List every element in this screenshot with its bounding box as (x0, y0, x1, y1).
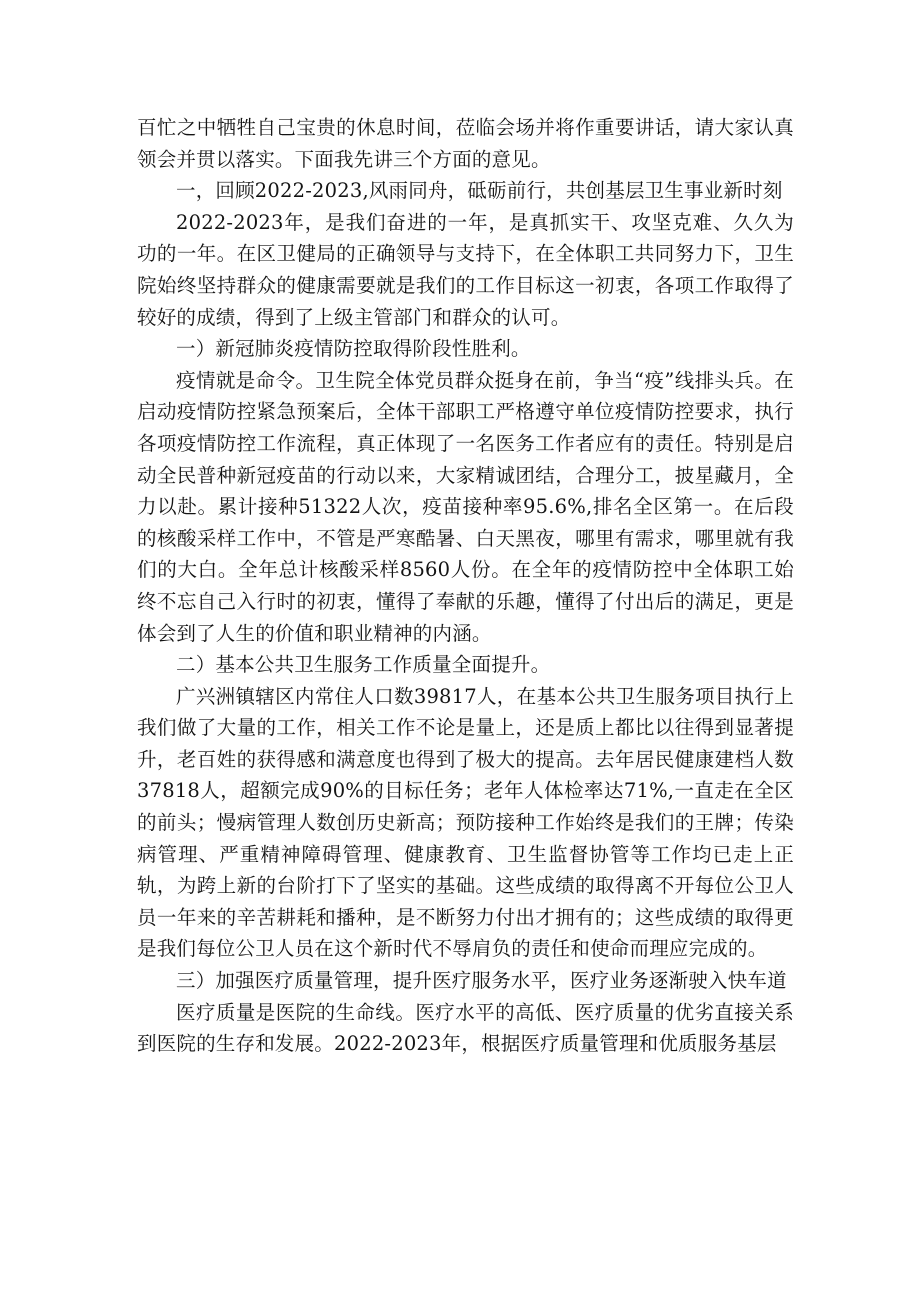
subheading-epidemic-control: 一）新冠肺炎疫情防控取得阶段性胜利。 (176, 337, 531, 361)
subheading-medical-quality: 三）加强医疗质量管理，提升医疗服务水平，医疗业务逐渐驶入快车道 (176, 969, 787, 993)
subheading-public-health: 二）基本公共卫生服务工作质量全面提升。 (176, 653, 551, 677)
paragraph-continued-intro: 百忙之中牺牲自己宝贵的休息时间，莅临会场并将作重要讲话，请大家认真领会并贯以落实。下面我先讲三个方面的意见。 (137, 116, 794, 171)
paragraph-public-health: 广兴洲镇辖区内常住人口数39817人，在基本公共卫生服务项目执行上我们做了大量的工作，相关工作不论是量上，还是质上都比以往得到显著提升，老百姓的获得感和满意度也得到了极大的提高。去年居民健康建档人数37818人，超额完成90%的目标任务；老年人体检率达71%,一直走在全区的前头；慢病管理人数创历史新高；预防接种工作始终是我们的王牌；传染病管理、严重精神障碍管理、健康教育、卫生监督协管等工作均已走上正轨，为跨上新的台阶打下了坚实的基础。这些成绩的取得离不开每位公卫人员一年来的辛苦耕耗和播种，是不断努力付出才拥有的；这些成绩的取得更是我们每位公卫人员在这个新时代不辱肩负的责任和使命而理应完成的。 (137, 684, 794, 961)
paragraph-year-summary: 2022-2023年，是我们奋进的一年，是真抓实干、攻坚克难、久久为功的一年。在区卫健局的正确领导与支持下，在全体职工共同努力下，卫生院始终坚持群众的健康需要就是我们的工作目标这一初衷，各项工作取得了较好的成绩，得到了上级主管部门和群众的认可。 (137, 210, 794, 329)
paragraph-epidemic-control: 疫情就是命令。卫生院全体党员群众挺身在前，争当“疫”线排头兵。在启动疫情防控紧急预案后，全体干部职工严格遵守单位疫情防控要求，执行各项疫情防控工作流程，真正体现了一名医务工作者应有的责任。特别是启动全民普种新冠疫苗的行动以来，大家精诚团结，合理分工，披星藏月，全力以赴。累计接种51322人次，疫苗接种率95.6%,排名全区第一。在后段的核酸采样工作中，不管是严寒酷暑、白天黑夜，哪里有需求，哪里就有我们的大白。全年总计核酸采样8560人份。在全年的疫情防控中全体职工始终不忘自己入行时的初衷，懂得了奉献的乐趣，懂得了付出后的满足，更是体会到了人生的价值和职业精神的内涵。 (137, 368, 794, 645)
paragraph-medical-quality: 医疗质量是医院的生命线。医疗水平的高低、医疗质量的优劣直接关系到医院的生存和发展。2022-2023年，根据医疗质量管理和优质服务基层 (137, 1000, 794, 1056)
section-heading-review: 一，回顾2022-2023,风雨同舟，砥砺前行，共创基层卫生事业新时刻 (176, 179, 783, 203)
document-body (137, 112, 794, 1060)
